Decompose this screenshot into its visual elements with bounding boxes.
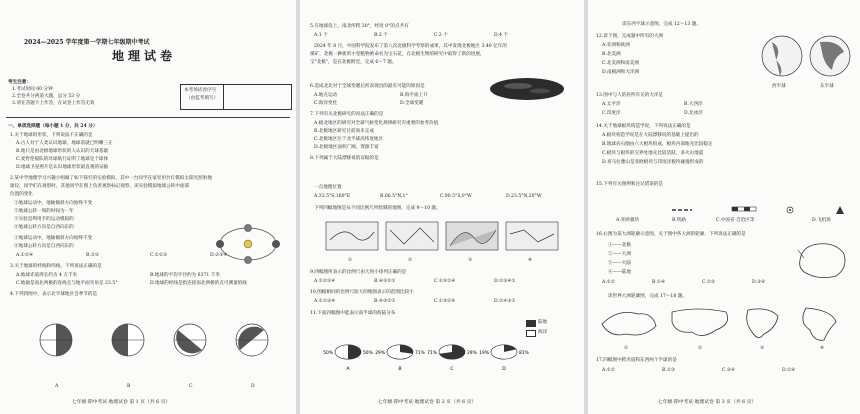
- option: C.北极地区位于北半球高纬度地区: [314, 137, 384, 142]
- option: C.印度洋: [602, 111, 621, 116]
- option: A.极北地区的研究对全球气候变化规律研究有重要的参考价值: [314, 121, 439, 126]
- pie-option-label: D: [502, 367, 506, 372]
- option: B.2 个: [374, 33, 388, 38]
- option: A.①②: [602, 280, 616, 285]
- scale-maps-strip: [324, 220, 564, 256]
- option: A.地球赤道周长约为 4 万千米: [16, 273, 78, 278]
- question-stem: 2.某中学地理学习兴趣小组做了如下探究的实验模拟，其中一台同学在家里用台灯模拟太阳光照射地: [10, 176, 212, 181]
- statement-item: ④——陆地: [608, 270, 631, 275]
- option: C.①③②④: [434, 279, 456, 284]
- continent-outlines: [598, 304, 850, 344]
- option: A.板块构造学说是在大陆漂移说的基础上提出的: [602, 133, 699, 138]
- option: A.亚洲和欧洲: [602, 43, 630, 48]
- hemisphere-label: 西半球: [772, 84, 786, 89]
- statement-item: ①——北极: [608, 243, 631, 248]
- option: D.南极洲和大洋洲: [602, 70, 640, 75]
- option: D.②④③①: [494, 299, 516, 304]
- map-label: ④: [528, 258, 533, 263]
- map-label: ②: [408, 258, 413, 263]
- option: C.地轴是南北两极的连线且与地平面夹角是 23.5°: [16, 281, 118, 286]
- option: B.④③②①: [374, 279, 396, 284]
- pie-option-label: C: [450, 367, 454, 372]
- question-stem: 3.关于地球的经线和纬线，下列说法正确的是: [10, 264, 102, 269]
- pie-land-label: 71%: [427, 351, 437, 356]
- question-stem: 15.下列有关图例和注记错误的是: [596, 182, 664, 187]
- question-stem: 一点地理位置: [314, 185, 342, 190]
- notice-line: 2.全卷共分两道大题，总分 53 分: [12, 94, 81, 99]
- globe-label: D: [251, 384, 255, 389]
- globe-diagram-b: [108, 318, 148, 378]
- page-footer: 七年级·期中考试·地理试卷 第 3 页（共 6 页）: [658, 400, 757, 405]
- question-stem: 11.下面四幅图中能表示南半球的海陆分布: [310, 311, 396, 316]
- option: C.90.5°S,0°W: [440, 194, 472, 199]
- option: D.喜马拉雅山是亚欧板块与印度洋板块碰撞形成的: [602, 160, 704, 165]
- option: A.古人对于人类认识地球，地球前就已明晰三正: [16, 141, 113, 146]
- question-stem: 8.下列属于大陆漂移说的证据的是: [310, 156, 379, 161]
- globe-diagram-c: [170, 318, 210, 378]
- option: C.①②③: [150, 253, 168, 258]
- option: A.①②④: [16, 253, 34, 258]
- globe-label: A: [55, 384, 59, 389]
- legend-label-ocean: 海洋: [538, 330, 548, 335]
- option: D.北冰洋: [684, 111, 703, 116]
- option: A.太平洋: [602, 102, 621, 107]
- pie-ocean-label: 50%: [363, 351, 373, 356]
- exam-title: 地理试卷: [112, 49, 177, 63]
- option: D.北极地区面积广阔，资源丰富: [314, 145, 379, 150]
- page-footer: 七年级·期中考试·地理试卷 第 2 页（共 6 页）: [378, 400, 477, 405]
- statement-item: ②地球公转一周的时间为一年: [14, 209, 74, 214]
- continent-label: ②: [698, 346, 703, 351]
- option: D.全球变暖: [400, 101, 424, 106]
- option: B.②③: [86, 253, 100, 258]
- option: A.①②③④: [314, 279, 336, 284]
- legend-swatch-land: [526, 320, 536, 327]
- notice-title: 考生注意：: [8, 80, 31, 85]
- question-stem: 12.读下图，完成题中所有的大洲: [596, 34, 664, 39]
- option: B.海平面上升: [400, 93, 428, 98]
- statement-item: ④地球公转方向是自西向东的: [14, 244, 74, 249]
- option: B.铁路: [672, 218, 687, 223]
- notice-line: 1.考试时间 60 分钟: [12, 87, 53, 92]
- pie-land-label: 19%: [479, 351, 489, 356]
- question-stem: 位置的变化: [10, 192, 33, 197]
- option: A.①②③④: [314, 299, 336, 304]
- question-stem: 1.关于地球的形状，下列说法不正确的是: [10, 133, 93, 138]
- statement-item: ③实验是利用手的运动模拟的: [14, 217, 74, 222]
- option: A.地壳运动: [314, 93, 338, 98]
- continent-label: ③: [760, 346, 765, 351]
- seat-number-note: （由监考填写）: [186, 96, 219, 101]
- passage-line: 2024 年 8 月，中国科学院发布了第八次北极科学考察的成果，其中发现北极地区 3.40 亿年的: [314, 44, 507, 49]
- question-stem: 4.下列四图中，表示北半球地区会季节的是: [10, 292, 98, 297]
- section-intro: 读世界大洲轮廓图，完成 17～18 题。: [608, 294, 687, 299]
- statement-item: ①地球运动中，地轴倾斜方向始终不变: [14, 236, 93, 241]
- question-stem: 13.图中与人的居所有关的大洋是: [596, 93, 664, 98]
- school-year-heading: 2024—2025 学年度第一学期七年级期中考试: [24, 39, 150, 46]
- option: B.北美洲: [602, 52, 621, 57]
- globe-diagram-a: [36, 318, 76, 378]
- land-ocean-pie-charts: [323, 332, 540, 382]
- question-stem: 5.在地球仪上，南北所跨 30°，经度 0°的点共有: [310, 24, 409, 29]
- option: C.③④: [722, 368, 736, 373]
- hemisphere-label: 东半球: [820, 84, 834, 89]
- globe-label: C: [189, 384, 193, 389]
- option: D.地球卫星照片是认识地球形状最直观的证据: [16, 165, 109, 170]
- notice-line: 3.请在答题卡上作答，在试卷上作答无效: [12, 101, 95, 106]
- option: A.①②: [602, 368, 616, 373]
- pie-ocean-label: 71%: [415, 351, 425, 356]
- option: B.66.5°N,1°: [380, 194, 408, 199]
- option: B.②③: [662, 368, 676, 373]
- question-stem: 球仪，同学们在观察时，其他同学在图上负责观察标记观察，该实验模拟地球公转中面部: [10, 184, 190, 189]
- question-stem: 9.四幅图所表示的比例尺由大到小排列正确的是: [310, 270, 407, 275]
- continent-label: ①: [624, 346, 629, 351]
- statement-item: ③——大陆: [608, 261, 631, 266]
- option: C.①③②④: [434, 299, 456, 304]
- globe-label: B: [127, 384, 131, 389]
- pie-ocean-label: 81%: [519, 351, 529, 356]
- map-symbols-row: [672, 204, 852, 216]
- statement-item: ④地球公转方向是自西向东的: [14, 225, 74, 230]
- option: B.大西洋: [684, 102, 703, 107]
- orbit-diagram: [210, 218, 286, 270]
- fossil-rock-image: [488, 76, 566, 102]
- question-stem: 17.四幅图中跨赤道和东西两个半球的是: [596, 358, 677, 363]
- statement-item: ①地球运动中，地轴倾斜方向始终不变: [14, 201, 93, 206]
- option: B.④③②①: [374, 299, 396, 304]
- hemispheres-diagram: [758, 34, 854, 82]
- option: D.③④: [752, 280, 766, 285]
- section-intro: 读东西半球示意图，完成 12～13 题。: [622, 22, 701, 27]
- option: C.3 个: [434, 33, 448, 38]
- antarctica-outline: [792, 238, 852, 282]
- question-stem: 14.关于地球板块构造学说，下列说法正确的是: [596, 124, 691, 129]
- question-stem: 16.右图为某大洲轮廓示意图，关于图中各大洲的轮廓，下列说法正确的是: [596, 232, 746, 237]
- seat-number-label: 本考场试卷序号: [184, 88, 217, 93]
- legend-label-land: 陆地: [538, 320, 548, 325]
- question-stem: 7.下列有关北极研究的说法正确的是: [310, 112, 384, 117]
- maps-instruction: 下列四幅地图是从不同比例尺所绘制的地图，完成 9～10 题。: [314, 206, 441, 211]
- option: D.地球的经线是指连接南北两极的点可测量的线: [150, 281, 247, 286]
- statement-item: ②——大洲: [608, 252, 631, 257]
- option: D.飞机场: [812, 218, 831, 223]
- option: D.23.5°N,20°W: [506, 194, 542, 199]
- option: A.33.5°S,160°E: [314, 194, 351, 199]
- question-stem: 6.造成北北对于全球变暖后所表现出的最有可能的原因是: [310, 84, 425, 89]
- passage-line: 宝"北极"，是在北极附近，完成 6～7 题。: [310, 60, 397, 65]
- globe-diagram-d: [232, 318, 272, 378]
- continent-label: ④: [820, 346, 825, 351]
- exam-page-3: [588, 0, 860, 414]
- pie-land-slice: [348, 345, 361, 359]
- option: A.亚欧板块: [616, 218, 640, 223]
- pie-ocean-label: 29%: [467, 351, 477, 356]
- pie-option-label: B: [398, 367, 402, 372]
- option: C.北美洲和南美洲: [602, 61, 639, 66]
- option: C.麦哲伦船队的环球航行证明了地球是个球体: [16, 157, 109, 162]
- map-label: ③: [468, 258, 473, 263]
- question-stem: 10.图幅相同的比例尺较大的地图表示的范围比较小: [310, 290, 414, 295]
- pie-land-label: 50%: [323, 351, 333, 356]
- option: B.地球的平均半径约为 6371 千米: [150, 273, 220, 278]
- divider: [6, 117, 290, 118]
- option: D.4 个: [494, 33, 508, 38]
- passage-line: 煤矿，北极一种新的小型植物被命名为宝石花，在北极生物的研究中取得了新的进展，: [310, 52, 485, 57]
- option: C.海洋变化: [314, 101, 338, 106]
- option: B.①④: [652, 280, 666, 285]
- option: B.地只是由北极地球形状的人认识的天球基础: [16, 149, 109, 154]
- option: D.②③④: [210, 253, 228, 258]
- section-heading: 一、单项选择题（每小题 1 分，共 24 分）: [8, 124, 98, 129]
- exam-page-2: [300, 0, 584, 414]
- option: B.北极地区研究目前尚未完成: [314, 129, 374, 134]
- map-label: ①: [348, 258, 353, 263]
- exam-page-1: [0, 0, 296, 414]
- pie-option-label: A: [346, 367, 350, 372]
- option: A.1 个: [314, 33, 328, 38]
- option: C.板块与板块的交界处地壳比较活跃，多火山地震: [602, 151, 704, 156]
- option: C.中国省·自治区等: [716, 218, 755, 223]
- option: B.地球岩石圈由六大板块组成，板块内部地壳比较稳定: [602, 142, 713, 147]
- option: D.②③④①: [494, 279, 516, 284]
- page-footer: 七年级·期中考试·地理试卷 第 1 页（共 6 页）: [72, 400, 171, 405]
- pie-land-label: 29%: [375, 351, 385, 356]
- option: C.②③: [702, 280, 716, 285]
- option: D.①④: [782, 368, 796, 373]
